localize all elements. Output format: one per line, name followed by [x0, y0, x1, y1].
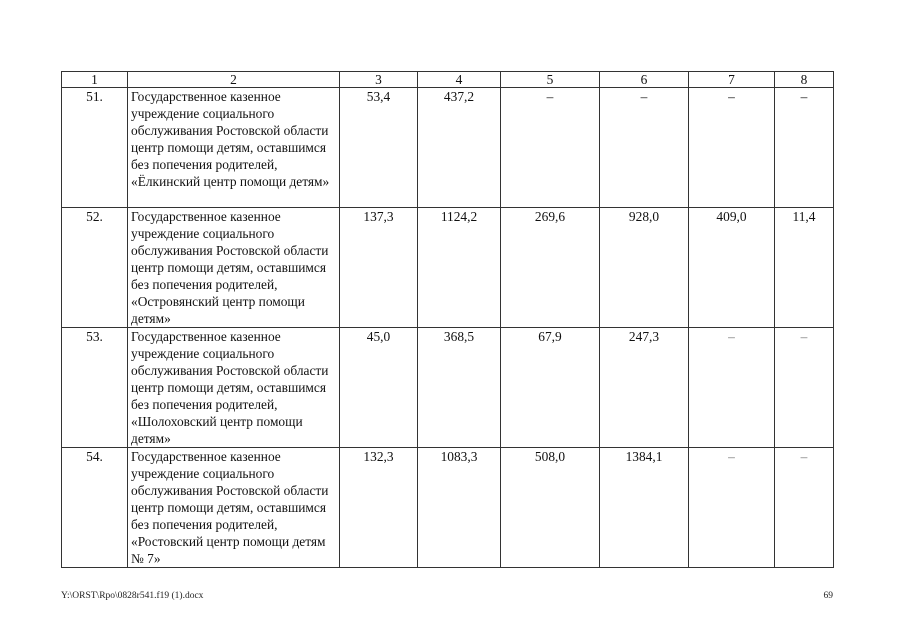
institution-name: Государственное казенное учреждение социального обслуживания Ростовской области центр помощи детям, оставшимся без попечения родителей, «Шолоховский центр помощи детям»: [128, 328, 340, 448]
footer-file-path: Y:\ORST\Rpo\0828r541.f19 (1).docx: [61, 591, 204, 601]
cell-col3: 132,3: [340, 448, 418, 568]
cell-col7: –: [689, 448, 775, 568]
institution-name: Государственное казенное учреждение социального обслуживания Ростовской области центр помощи детям, оставшимся без попечения родителей, «Ёлкинский центр помощи детям»: [128, 88, 340, 208]
row-number: 51.: [62, 88, 128, 208]
table-header-row: [62, 72, 834, 88]
cell-col6: 928,0: [600, 208, 689, 328]
row-number: 54.: [62, 448, 128, 568]
column-header: 3: [340, 72, 418, 88]
cell-col6: 247,3: [600, 328, 689, 448]
page-number: 69: [823, 591, 833, 601]
cell-col8: –: [775, 448, 834, 568]
column-header: 2: [128, 72, 340, 88]
row-number: 52.: [62, 208, 128, 328]
table-row: [62, 88, 834, 208]
cell-col7: 409,0: [689, 208, 775, 328]
institution-name: Государственное казенное учреждение социального обслуживания Ростовской области центр помощи детям, оставшимся без попечения родителей, «Ростовский центр помощи детям № 7»: [128, 448, 340, 568]
cell-col5: 67,9: [501, 328, 600, 448]
column-header: 1: [62, 72, 128, 88]
cell-col5: 508,0: [501, 448, 600, 568]
cell-col5: 269,6: [501, 208, 600, 328]
cell-col4: 1083,3: [418, 448, 501, 568]
cell-col6: –: [600, 88, 689, 208]
cell-col3: 53,4: [340, 88, 418, 208]
table-row: [62, 328, 834, 448]
column-header: 7: [689, 72, 775, 88]
column-header: 8: [775, 72, 834, 88]
data-table: [61, 71, 834, 568]
column-header: 4: [418, 72, 501, 88]
cell-col7: –: [689, 88, 775, 208]
cell-col8: –: [775, 328, 834, 448]
cell-col8: 11,4: [775, 208, 834, 328]
column-header: 5: [501, 72, 600, 88]
column-header: 6: [600, 72, 689, 88]
table-row: [62, 208, 834, 328]
cell-col4: 437,2: [418, 88, 501, 208]
cell-col3: 45,0: [340, 328, 418, 448]
cell-col8: –: [775, 88, 834, 208]
cell-col4: 1124,2: [418, 208, 501, 328]
cell-col6: 1384,1: [600, 448, 689, 568]
institution-name: Государственное казенное учреждение социального обслуживания Ростовской области центр помощи детям, оставшимся без попечения родителей, «Островянский центр помощи детям»: [128, 208, 340, 328]
cell-col3: 137,3: [340, 208, 418, 328]
cell-col4: 368,5: [418, 328, 501, 448]
cell-col7: –: [689, 328, 775, 448]
cell-col5: –: [501, 88, 600, 208]
table-row: [62, 448, 834, 568]
row-number: 53.: [62, 328, 128, 448]
